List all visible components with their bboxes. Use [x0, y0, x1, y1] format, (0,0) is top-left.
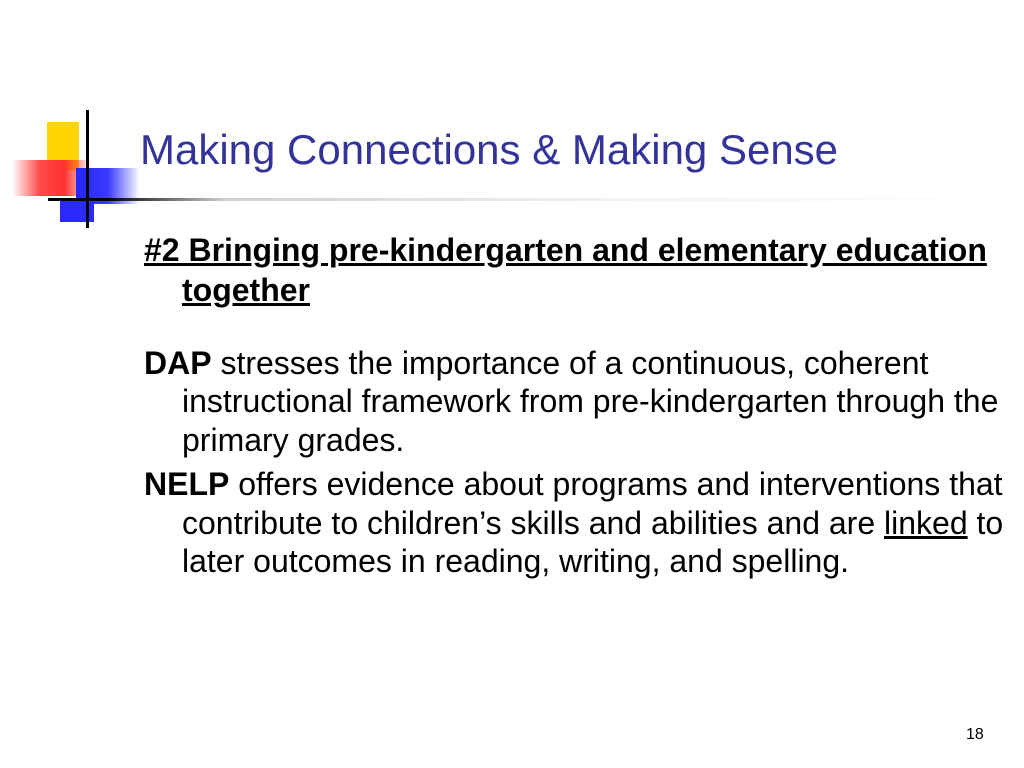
linked-word: linked — [884, 504, 968, 541]
paragraph-dap — [144, 344, 1004, 459]
paragraph-text-dap: stresses the importance of a continuous, coherent instructional framework from pre-kindergarten through the primary grades. — [182, 345, 999, 458]
paragraph-lead-nelp: NELP — [144, 466, 230, 503]
title-underline-rule — [48, 198, 1024, 201]
section-heading: #2 Bringing pre-kindergarten and elementary education together — [144, 232, 987, 308]
decorative-logo — [0, 0, 140, 240]
vertical-line — [86, 110, 89, 228]
paragraph-nelp — [144, 465, 1004, 580]
slide-body — [144, 230, 1004, 586]
slide-title: Making Connections & Making Sense — [140, 126, 839, 173]
page-number: 18 — [966, 726, 984, 743]
paragraph-text-nelp-after: to later outcomes in reading, writing, and spelling. — [182, 504, 1004, 579]
paragraph-text-nelp-before: offers evidence about programs and interventions that contribute to children’s skills and abilities and are — [182, 466, 1003, 541]
paragraph-lead-dap: DAP — [144, 345, 212, 381]
